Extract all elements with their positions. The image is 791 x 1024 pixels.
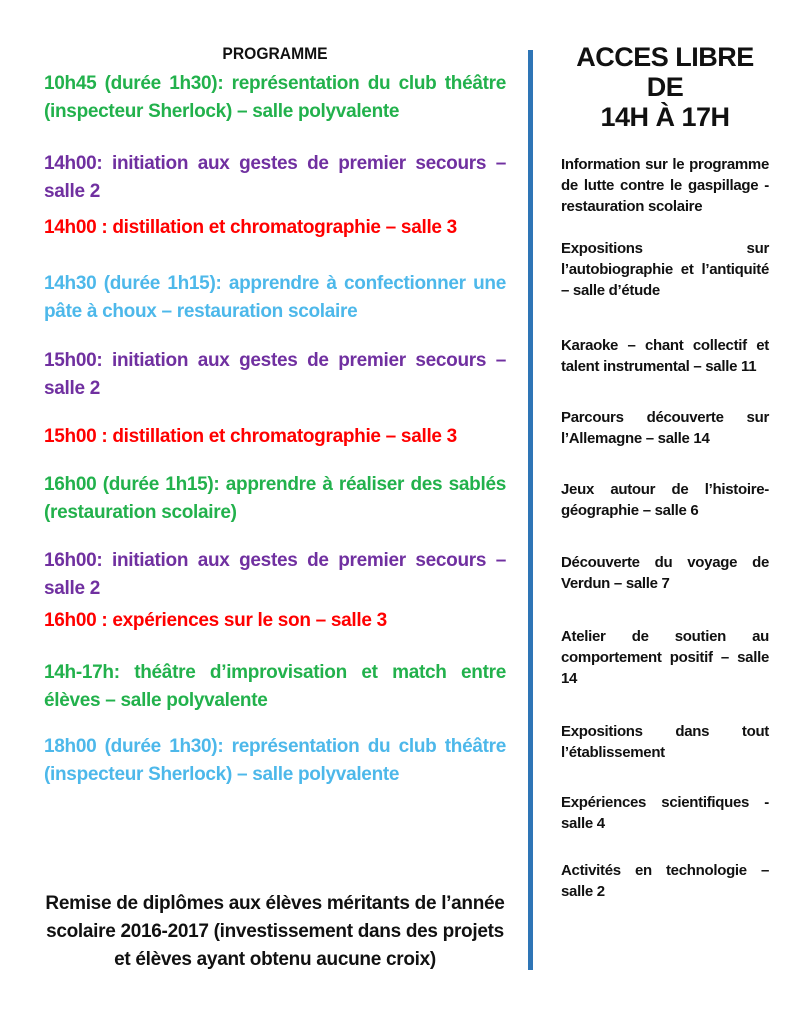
program-entry: 14h00 : distillation et chromatographie – salle 3	[44, 217, 457, 238]
free-access-title-line-1: ACCES LIBRE DE	[576, 42, 754, 102]
free-access-item: Parcours découverte sur l’Allemagne – salle 14	[561, 409, 769, 447]
program-entry: 10h45 (durée 1h30): représentation du club théâtre (inspecteur Sherlock) – salle polyvalente	[44, 73, 506, 122]
free-access-column	[561, 42, 769, 902]
free-access-item: Expositions sur l’autobiographie et l’antiquité – salle d’étude	[561, 240, 769, 299]
program-entry: 16h00: initiation aux gestes de premier secours – salle 2	[44, 550, 506, 599]
free-access-item: Découverte du voyage de Verdun – salle 7	[561, 554, 769, 592]
free-access-item: Karaoke – chant collectif et talent instrumental – salle 11	[561, 337, 769, 375]
free-access-item: Jeux autour de l’histoire-géographie – salle 6	[561, 481, 769, 519]
program-entry: 14h30 (durée 1h15): apprendre à confectionner une pâte à choux – restauration scolaire	[44, 273, 506, 322]
free-access-title	[561, 42, 769, 132]
program-entry: 15h00 : distillation et chromatographie – salle 3	[44, 426, 457, 447]
free-access-item: Atelier de soutien au comportement positif – salle 14	[561, 628, 769, 687]
program-entry: 16h00 : expériences sur le son – salle 3	[44, 610, 387, 631]
free-access-title-line-2: 14H À 17H	[600, 102, 730, 132]
program-entry: 15h00: initiation aux gestes de premier secours – salle 2	[44, 350, 506, 399]
column-divider	[528, 50, 533, 970]
program-title: PROGRAMME	[222, 44, 328, 63]
program-entry: 16h00 (durée 1h15): apprendre à réaliser des sablés (restauration scolaire)	[44, 474, 506, 523]
program-entry: 14h00: initiation aux gestes de premier secours – salle 2	[44, 153, 506, 202]
program-column	[44, 44, 506, 789]
free-access-item: Expositions dans tout l’établissement	[561, 723, 769, 761]
free-access-item: Activités en technologie – salle 2	[561, 862, 769, 900]
free-access-item: Expériences scientifiques - salle 4	[561, 794, 769, 832]
program-entry: 14h-17h: théâtre d’improvisation et match entre élèves – salle polyvalente	[44, 662, 506, 711]
diploma-ceremony-note: Remise de diplômes aux élèves méritants de l’année scolaire 2016-2017 (investissement dans des projets et élèves ayant obtenu aucune croix)	[45, 893, 505, 970]
free-access-item: Information sur le programme de lutte contre le gaspillage - restauration scolaire	[561, 156, 769, 215]
program-entry: 18h00 (durée 1h30): représentation du club théâtre (inspecteur Sherlock) – salle polyvalente	[44, 736, 506, 785]
